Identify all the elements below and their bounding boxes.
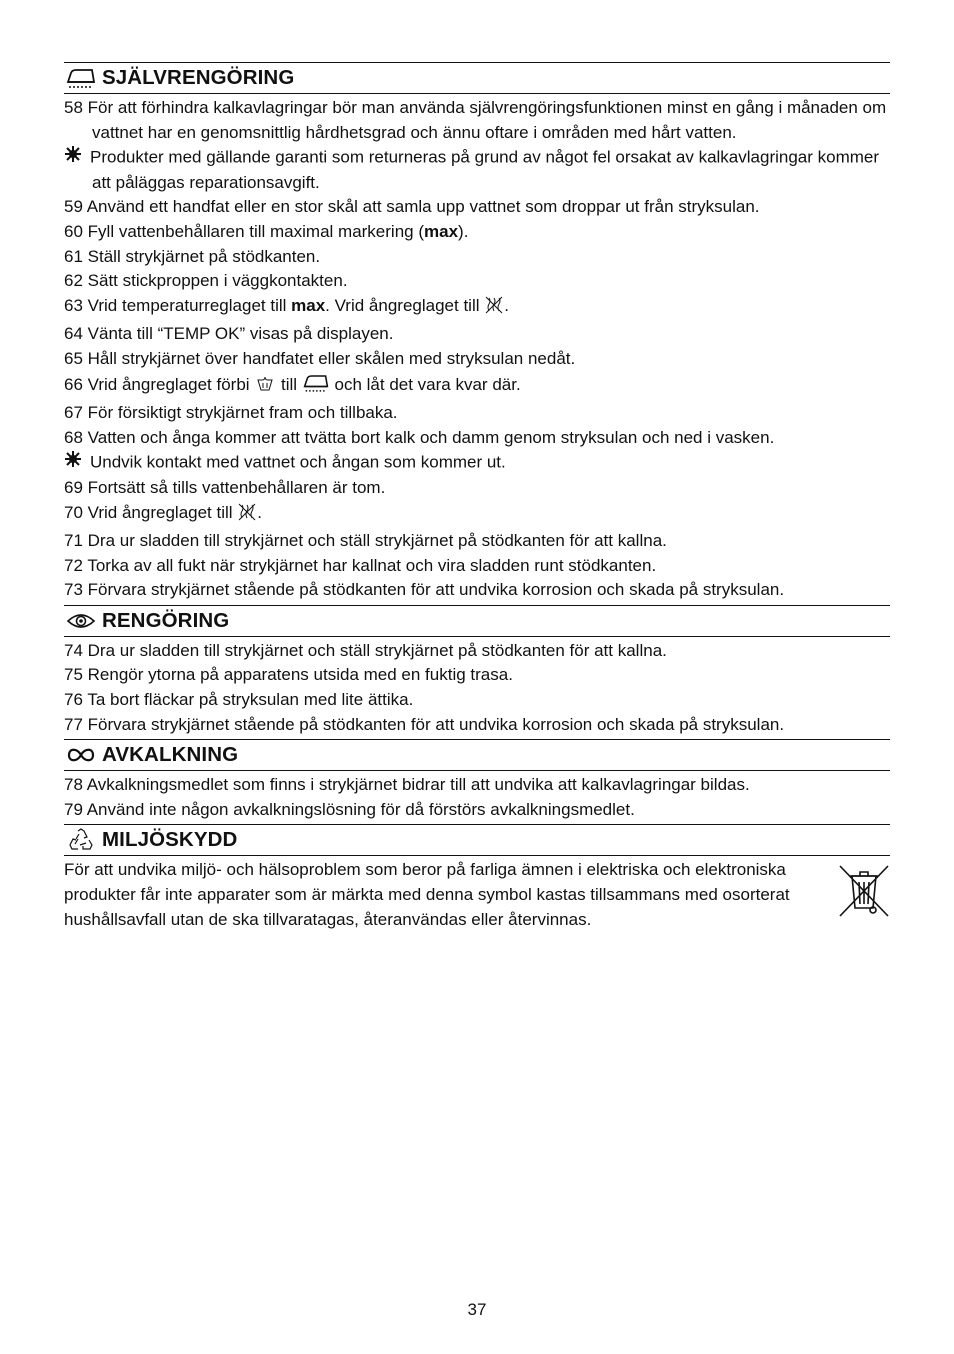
iron-self-clean-icon [64, 65, 98, 91]
list-item: 61 Ställ strykjärnet på stödkanten. [64, 246, 321, 266]
list-item: 76 Ta bort fläckar på stryksulan med lite ättika. [64, 690, 414, 710]
section-header-environment [64, 824, 890, 856]
steam-off-icon [484, 295, 504, 323]
list-item: 62 Sätt stickproppen i väggkontakten. [64, 271, 348, 291]
steam-icon [254, 374, 276, 402]
list-item: 66 Vrid ångreglaget förbi till och låt det vara kvar där. [64, 372, 890, 402]
list-item: 64 Vänta till “TEMP OK” visas på displayen. [64, 324, 394, 344]
warning-icon [64, 145, 90, 171]
recycle-icon [64, 827, 98, 853]
list-item: 59 Använd ett handfat eller en stor skål att samla upp vattnet som droppar ut från stryksulan. [64, 197, 760, 217]
page-number: 37 [467, 1300, 487, 1319]
list-item: 73 Förvara strykjärnet stående på stödkanten för att undvika korrosion och skada på stryksulan. [64, 580, 785, 600]
steam-off-icon [237, 502, 257, 530]
eye-icon [64, 608, 98, 634]
list-item: 69 Fortsätt så tills vattenbehållaren är tom. [64, 477, 386, 497]
list-item: 70 Vrid ångreglaget till . [64, 501, 890, 530]
list-item: 71 Dra ur sladden till strykjärnet och ställ strykjärnet på stödkanten för att kallna. [64, 531, 667, 551]
list-item: 72 Torka av all fukt när strykjärnet har kallnat och vira sladden runt stödkanten. [64, 555, 657, 575]
environment-block [64, 858, 890, 932]
section-title: AVKALKNING [102, 743, 239, 767]
section-title: SJÄLVRENGÖRING [102, 66, 295, 89]
list-item: 77 Förvara strykjärnet stående på stödkanten för att undvika korrosion och skada på stryksulan. [64, 714, 785, 734]
list-item: 68 Vatten och ånga kommer att tvätta bort kalk och damm genom stryksulan och ned i vasken. [64, 427, 775, 447]
section-title: MILJÖSKYDD [102, 828, 238, 852]
section-header-self-clean [64, 62, 890, 94]
list-item: 79 Använd inte någon avkalkningslösning för då förstörs avkalkningsmedlet. [64, 799, 635, 819]
crossed-bin-icon [838, 864, 890, 922]
iron-self-clean-icon [302, 372, 330, 402]
list-item: 63 Vrid temperaturreglaget till max. Vrid ångreglaget till . [64, 294, 890, 323]
manual-page [64, 60, 890, 932]
infinity-icon [64, 742, 98, 768]
section-title: RENGÖRING [102, 608, 230, 632]
list-item: 65 Håll strykjärnet över handfatet eller skålen med stryksulan nedåt. [64, 348, 576, 368]
section-header-descaling [64, 739, 890, 771]
list-item: 75 Rengör ytorna på apparatens utsida med en fuktig trasa. [64, 665, 513, 685]
warning-item: Undvik kontakt med vattnet och ångan som kommer ut. [64, 450, 890, 476]
environment-paragraph: För att undvika miljö- och hälsoproblem som beror på farliga ämnen i elektriska och elektroniska produkter får inte apparater som är märkta med denna symbol kastas tillsammans med osorterat hushållsavfall utan de ska tillvaratagas, återanvändas eller återvinnas. [64, 860, 790, 929]
list-item: 60 Fyll vattenbehållaren till maximal markering (max). [64, 221, 469, 241]
list-item: 74 Dra ur sladden till strykjärnet och ställ strykjärnet på stödkanten för att kallna. [64, 640, 667, 660]
list-item: 58 För att förhindra kalkavlagringar bör man använda självrengöringsfunktionen minst en gång i månaden om vattnet har en genomsnittlig hårdhetsgrad och ännu oftare i områden med hårt vatten. [64, 98, 887, 142]
warning-item: Produkter med gällande garanti som returneras på grund av något fel orsakat av kalkavlagringar kommer att påläggas reparationsavgift. [64, 145, 890, 195]
warning-icon [64, 450, 90, 476]
section-header-cleaning [64, 605, 890, 637]
list-item: 67 För försiktigt strykjärnet fram och tillbaka. [64, 403, 398, 423]
list-item: 78 Avkalkningsmedlet som finns i strykjärnet bidrar till att undvika att kalkavlagringar bildas. [64, 775, 750, 795]
